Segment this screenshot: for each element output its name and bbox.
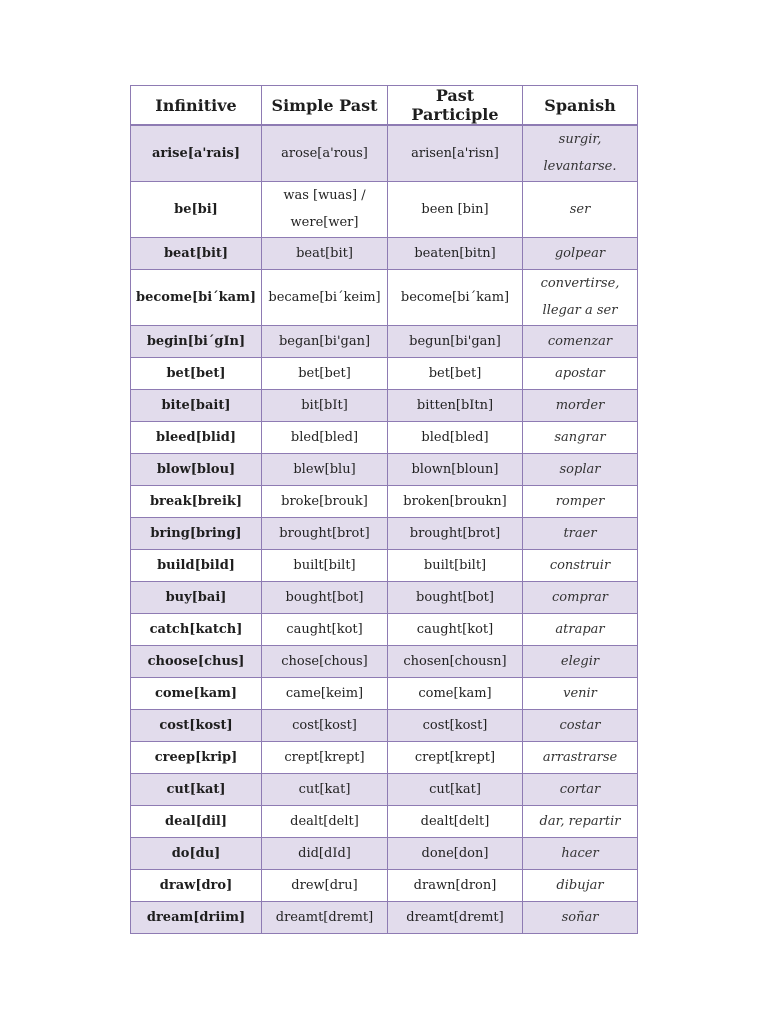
simple-past-cell: chose[chous] xyxy=(262,645,388,677)
table-row xyxy=(131,421,638,453)
table-row xyxy=(131,677,638,709)
spanish-cell: comenzar xyxy=(523,325,638,357)
spanish-cell: romper xyxy=(523,485,638,517)
simple-past-cell: came[keim] xyxy=(262,677,388,709)
table-row xyxy=(131,709,638,741)
spanish-cell: elegir xyxy=(523,645,638,677)
infinitive-cell: draw[dro] xyxy=(131,869,262,901)
table-row xyxy=(131,125,638,181)
spanish-cell: construir xyxy=(523,549,638,581)
spanish-cell: morder xyxy=(523,389,638,421)
table-row xyxy=(131,869,638,901)
past-participle-cell: beaten[bitn] xyxy=(388,237,523,269)
past-participle-cell: built[bilt] xyxy=(388,549,523,581)
table-row xyxy=(131,773,638,805)
past-participle-cell: come[kam] xyxy=(388,677,523,709)
infinitive-cell: choose[chus] xyxy=(131,645,262,677)
past-participle-cell: bitten[bItn] xyxy=(388,389,523,421)
simple-past-cell: brought[brot] xyxy=(262,517,388,549)
simple-past-cell: dreamt[dremt] xyxy=(262,901,388,933)
simple-past-cell: crept[krept] xyxy=(262,741,388,773)
infinitive-cell: buy[bai] xyxy=(131,581,262,613)
infinitive-cell: bet[bet] xyxy=(131,357,262,389)
infinitive-cell: begin[bi´gIn] xyxy=(131,325,262,357)
simple-past-cell: did[dId] xyxy=(262,837,388,869)
simple-past-cell: bit[bIt] xyxy=(262,389,388,421)
infinitive-cell: be[bi] xyxy=(131,181,262,237)
simple-past-cell: became[bi´keim] xyxy=(262,269,388,325)
simple-past-cell: began[bi'gan] xyxy=(262,325,388,357)
table-row xyxy=(131,237,638,269)
table-row xyxy=(131,805,638,837)
infinitive-cell: cost[kost] xyxy=(131,709,262,741)
simple-past-cell: arose[a'rous] xyxy=(262,125,388,181)
past-participle-cell: broken[broukn] xyxy=(388,485,523,517)
past-participle-cell: cost[kost] xyxy=(388,709,523,741)
table-row xyxy=(131,901,638,933)
simple-past-cell: bled[bled] xyxy=(262,421,388,453)
spanish-cell: comprar xyxy=(523,581,638,613)
table-row xyxy=(131,645,638,677)
past-participle-cell: bought[bot] xyxy=(388,581,523,613)
simple-past-cell: drew[dru] xyxy=(262,869,388,901)
header-row xyxy=(131,86,638,126)
infinitive-cell: deal[dil] xyxy=(131,805,262,837)
past-participle-cell: cut[kat] xyxy=(388,773,523,805)
simple-past-cell: caught[kot] xyxy=(262,613,388,645)
spanish-cell: hacer xyxy=(523,837,638,869)
infinitive-cell: become[bi´kam] xyxy=(131,269,262,325)
infinitive-cell: dream[driim] xyxy=(131,901,262,933)
table-row xyxy=(131,181,638,237)
table-body xyxy=(131,125,638,933)
past-participle-cell: dreamt[dremt] xyxy=(388,901,523,933)
spanish-cell: dar, repartir xyxy=(523,805,638,837)
past-participle-cell: become[bi´kam] xyxy=(388,269,523,325)
table-row xyxy=(131,581,638,613)
table-row xyxy=(131,613,638,645)
spanish-cell: traer xyxy=(523,517,638,549)
simple-past-cell: beat[bit] xyxy=(262,237,388,269)
infinitive-cell: blow[blou] xyxy=(131,453,262,485)
spanish-cell: venir xyxy=(523,677,638,709)
infinitive-cell: break[breik] xyxy=(131,485,262,517)
simple-past-cell: built[bilt] xyxy=(262,549,388,581)
spanish-cell: arrastrarse xyxy=(523,741,638,773)
simple-past-cell: dealt[delt] xyxy=(262,805,388,837)
table-row xyxy=(131,453,638,485)
spanish-cell: soplar xyxy=(523,453,638,485)
spanish-cell: cortar xyxy=(523,773,638,805)
table-row xyxy=(131,837,638,869)
simple-past-cell: bet[bet] xyxy=(262,357,388,389)
infinitive-cell: bleed[blid] xyxy=(131,421,262,453)
infinitive-cell: do[du] xyxy=(131,837,262,869)
infinitive-cell: catch[katch] xyxy=(131,613,262,645)
infinitive-cell: bring[bring] xyxy=(131,517,262,549)
header-past-participle: Past Participle xyxy=(388,86,523,126)
past-participle-cell: begun[bi'gan] xyxy=(388,325,523,357)
table-row xyxy=(131,389,638,421)
table-row xyxy=(131,485,638,517)
infinitive-cell: bite[bait] xyxy=(131,389,262,421)
past-participle-cell: arisen[a'risn] xyxy=(388,125,523,181)
spanish-cell: golpear xyxy=(523,237,638,269)
simple-past-cell: broke[brouk] xyxy=(262,485,388,517)
past-participle-cell: brought[brot] xyxy=(388,517,523,549)
spanish-cell: costar xyxy=(523,709,638,741)
table-row xyxy=(131,549,638,581)
past-participle-cell: caught[kot] xyxy=(388,613,523,645)
irregular-verbs-table xyxy=(130,85,638,934)
table-row xyxy=(131,325,638,357)
past-participle-cell: chosen[chousn] xyxy=(388,645,523,677)
past-participle-cell: been [bin] xyxy=(388,181,523,237)
table-row xyxy=(131,517,638,549)
simple-past-cell: cost[kost] xyxy=(262,709,388,741)
simple-past-cell: cut[kat] xyxy=(262,773,388,805)
infinitive-cell: beat[bit] xyxy=(131,237,262,269)
infinitive-cell: build[bild] xyxy=(131,549,262,581)
past-participle-cell: bet[bet] xyxy=(388,357,523,389)
infinitive-cell: cut[kat] xyxy=(131,773,262,805)
past-participle-cell: crept[krept] xyxy=(388,741,523,773)
past-participle-cell: blown[bloun] xyxy=(388,453,523,485)
table-header xyxy=(131,86,638,126)
simple-past-cell: bought[bot] xyxy=(262,581,388,613)
table-row xyxy=(131,269,638,325)
spanish-cell: apostar xyxy=(523,357,638,389)
table-row xyxy=(131,741,638,773)
past-participle-cell: done[don] xyxy=(388,837,523,869)
simple-past-cell: was [wuas] / were[wer] xyxy=(262,181,388,237)
header-infinitive: Infinitive xyxy=(131,86,262,126)
spanish-cell: sangrar xyxy=(523,421,638,453)
spanish-cell: ser xyxy=(523,181,638,237)
header-simple-past: Simple Past xyxy=(262,86,388,126)
infinitive-cell: creep[krip] xyxy=(131,741,262,773)
infinitive-cell: come[kam] xyxy=(131,677,262,709)
spanish-cell: dibujar xyxy=(523,869,638,901)
past-participle-cell: dealt[delt] xyxy=(388,805,523,837)
spanish-cell: surgir, levantarse. xyxy=(523,125,638,181)
spanish-cell: soñar xyxy=(523,901,638,933)
infinitive-cell: arise[a'rais] xyxy=(131,125,262,181)
spanish-cell: convertirse, llegar a ser xyxy=(523,269,638,325)
simple-past-cell: blew[blu] xyxy=(262,453,388,485)
past-participle-cell: bled[bled] xyxy=(388,421,523,453)
spanish-cell: atrapar xyxy=(523,613,638,645)
past-participle-cell: drawn[dron] xyxy=(388,869,523,901)
table-row xyxy=(131,357,638,389)
header-spanish: Spanish xyxy=(523,86,638,126)
